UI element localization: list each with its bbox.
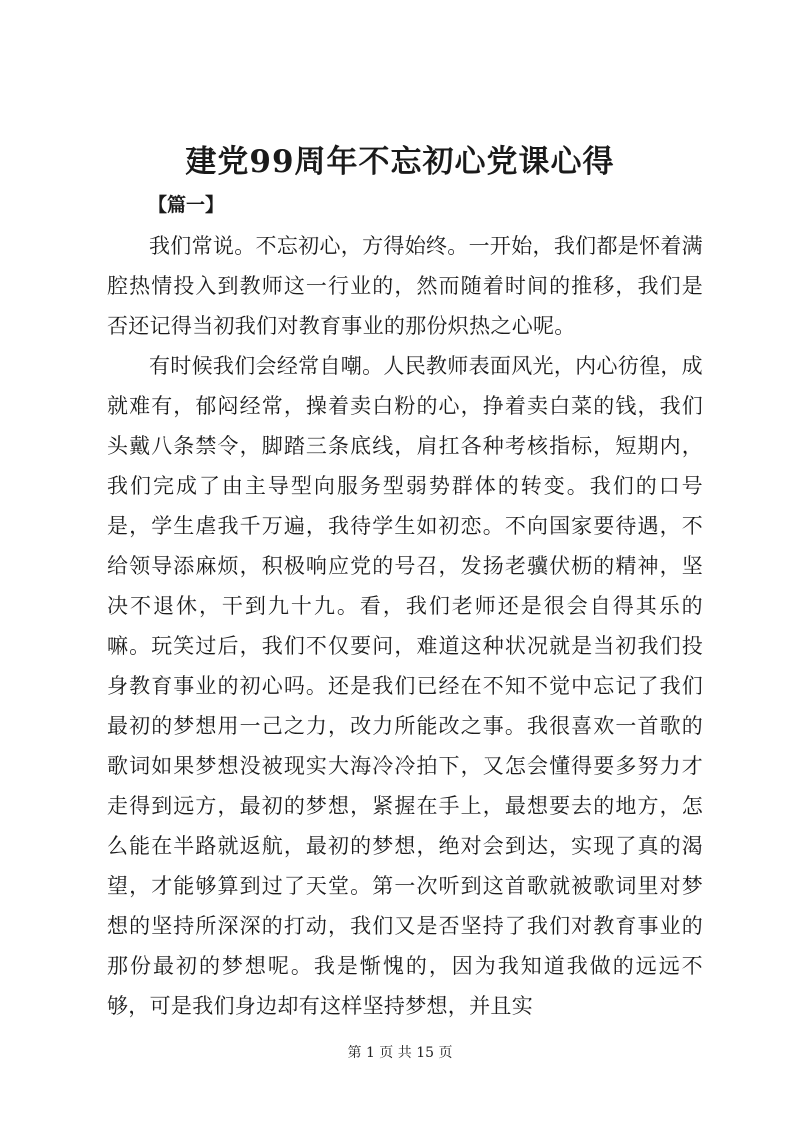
section-label: 【篇一】 (148, 194, 225, 216)
paragraph-2: 有时候我们会经常自嘲。人民教师表面风光，内心彷徨，成就难有，郁闷经常，操着卖白粉的心，挣着卖白菜的钱，我们头戴八条禁令，脚踏三条底线，肩扛各种考核指标，短期内，我们完成了由主导型向服务型弱势群体的转变。我们的口号是，学生虐我千万遍，我待学生如初恋。不向国家要待遇，不给领导添麻烦，积极响应党的号召，发扬老骥伏枥的精神，坚决不退休，干到九十九。看，我们老师还是很会自得其乐的嘛。玩笑过后，我们不仅要问，难道这种状况就是当初我们投身教育事业的初心吗。还是我们已经在不知不觉中忘记了我们最初的梦想用一己之力，改力所能改之事。我很喜欢一首歌的歌词如果梦想没被现实大海冷冷拍下，又怎会懂得要多努力才走得到远方，最初的梦想，紧握在手上，最想要去的地方，怎么能在半路就返航，最初的梦想，绝对会到达，实现了真的渴望，才能够算到过了天堂。第一次听到这首歌就被歌词里对梦想的坚持所深深的打动，我们又是否坚持了我们对教育事业的那份最初的梦想呢。我是惭愧的，因为我知道我做的远远不够，可是我们身边却有这样坚持梦想，并且实 (107, 354, 703, 1018)
page-footer: 第 1 页 共 15 页 (347, 1045, 453, 1061)
document-title: 建党99周年不忘初心党课心得 (185, 144, 615, 180)
paragraph-1: 我们常说。不忘初心，方得始终。一开始，我们都是怀着满腔热情投入到教师这一行业的，然而随着时间的推移，我们是否还记得当初我们对教育事业的那份炽热之心呢。 (107, 234, 703, 338)
document-body (107, 226, 703, 1026)
